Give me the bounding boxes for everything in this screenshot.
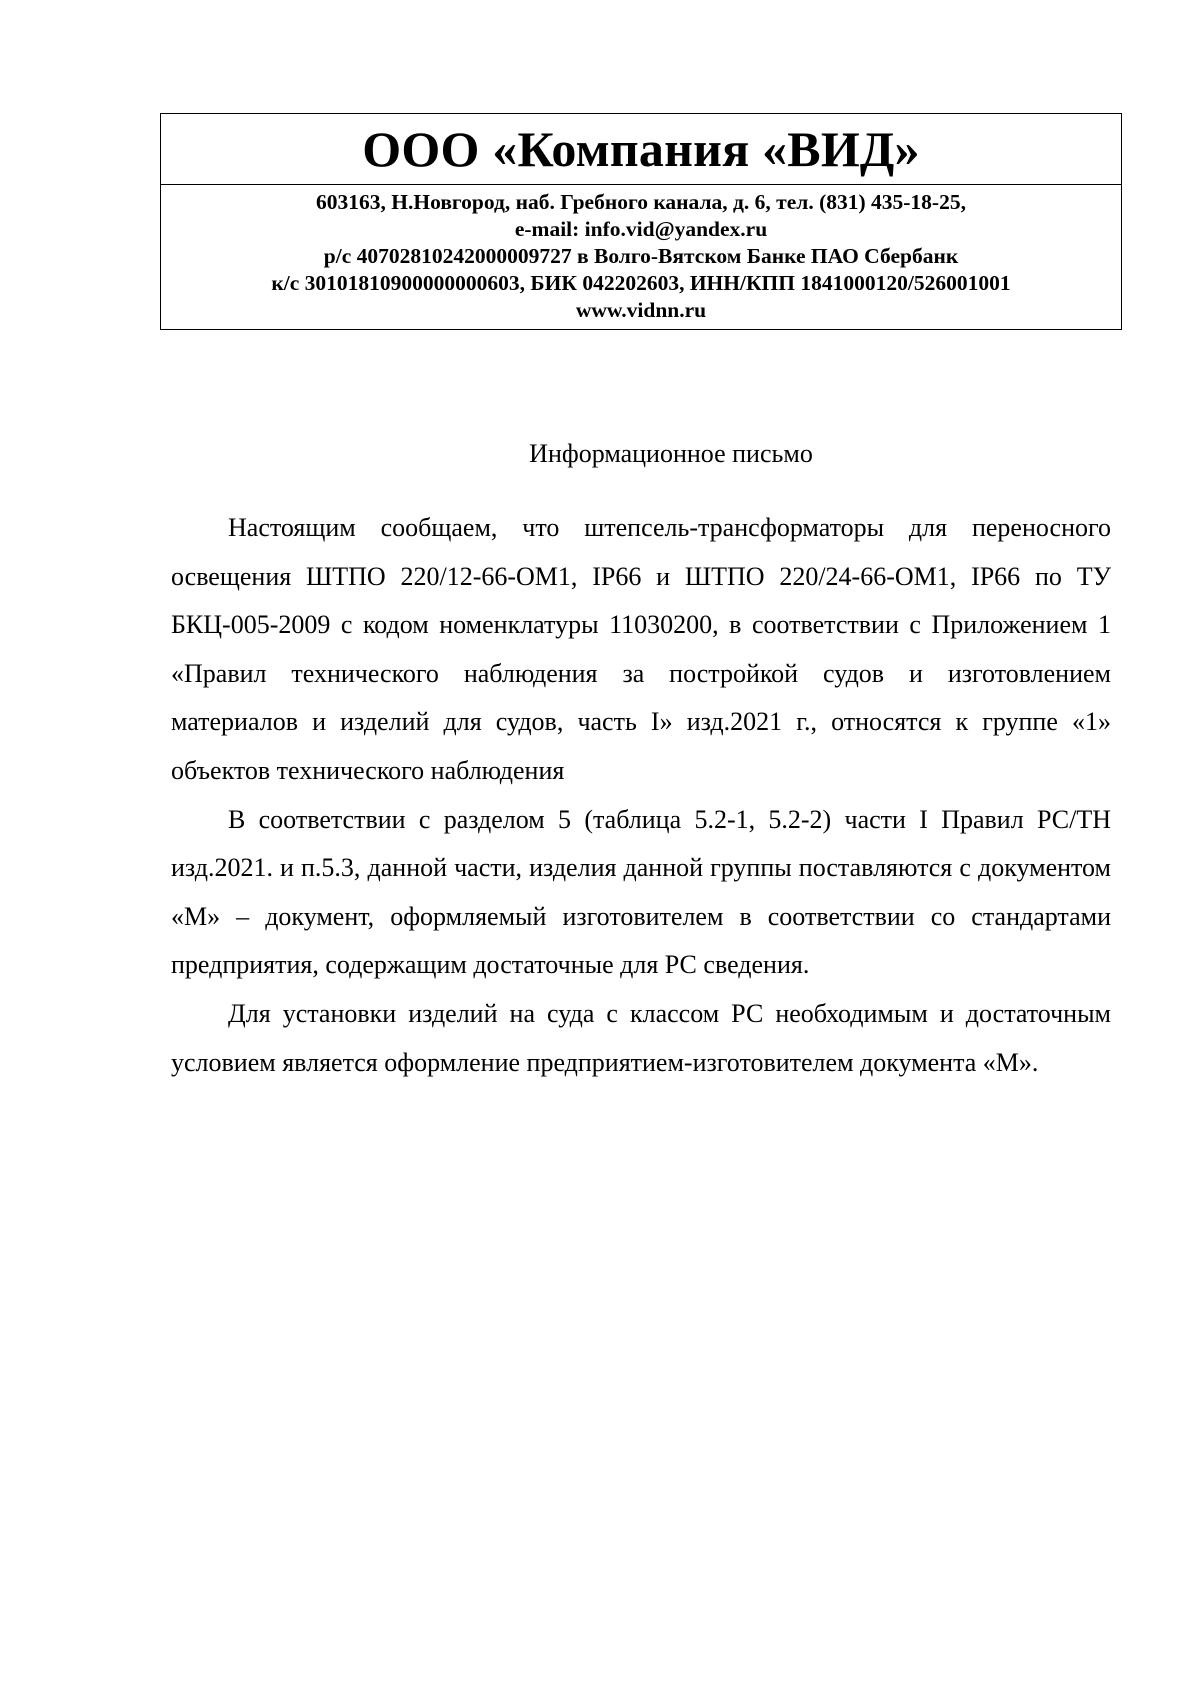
- letter-title: Информационное письмо: [529, 439, 813, 468]
- email-line: e-mail: info.vid@yandex.ru: [514, 217, 768, 241]
- paragraph: Для установки изделий на суда с классом РС необходимым и достаточным условием является оформление предприятием-изготовителем документа «М».: [171, 998, 1111, 1077]
- bank-codes-line: к/с 30101810900000000603, БИК 042202603, ИНН/КПП 1841000120/526001001: [271, 271, 1011, 295]
- letterhead: [160, 113, 1122, 330]
- letter-body: [171, 504, 1111, 1087]
- address-line: 603163, Н.Новгород, наб. Гребного канала, д. 6, тел. (831) 435-18-25,: [316, 190, 966, 214]
- paragraph: Настоящим сообщаем, что штепсель-трансформаторы для переносного освещения ШТПО 220/12-66-ОМ1, IP66 и ШТПО 220/24-66-ОМ1, IP66 по ТУ БКЦ-005-2009 с кодом номенклатуры 11030200, в соответствии с Приложением 1 «Правил технического наблюдения за постройкой судов и изготовлением материалов и изделий для судов, часть I» изд.2021 г., относятся к группе «1» объектов технического наблюдения: [171, 513, 1111, 785]
- company-requisites: [161, 185, 1121, 329]
- paragraph: В соответствии с разделом 5 (таблица 5.2-1, 5.2-2) части I Правил РС/ТН изд.2021. и п.5.3, данной части, изделия данной группы поставляются с документом «М» – документ, оформляемый изготовителем в соответствии со стандартами предприятия, содержащим достаточные для РС сведения.: [171, 804, 1111, 980]
- account-line: р/с 40702810242000009727 в Волго-Вятском Банке ПАО Сбербанк: [323, 244, 959, 268]
- website-line: www.vidnn.ru: [575, 298, 707, 322]
- company-name: ООО «Компания «ВИД»: [161, 114, 1121, 185]
